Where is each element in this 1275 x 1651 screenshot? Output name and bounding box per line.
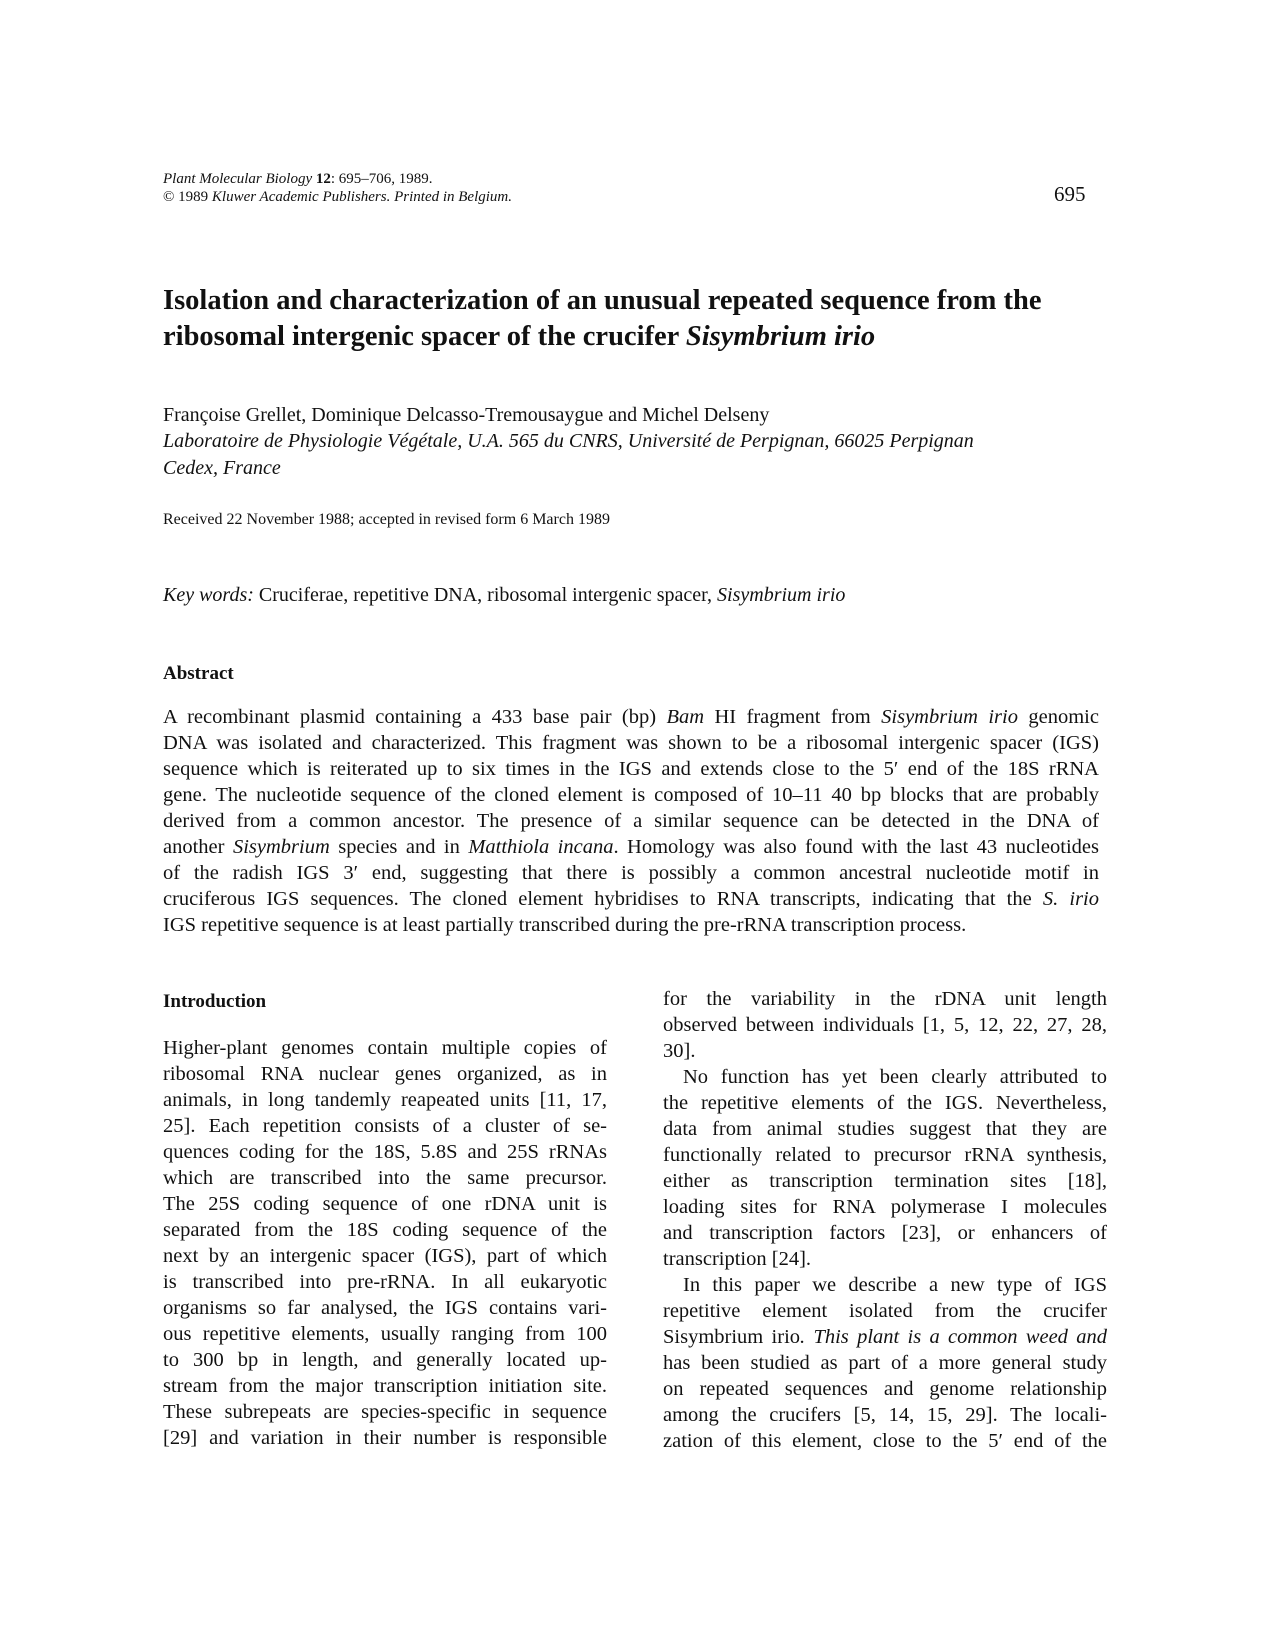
text-line <box>163 1217 607 1243</box>
introduction-left-column <box>163 1035 607 1451</box>
italic-term: Bam <box>666 706 705 728</box>
text-line <box>163 1139 607 1165</box>
text-run: cruciferous IGS sequences. The cloned element hybridises to RNA transcripts, indicating that the <box>163 888 1043 910</box>
text-line <box>663 1220 1107 1246</box>
text-run: Sisymbrium irio <box>663 1326 801 1348</box>
keywords-text: Cruciferae, repetitive DNA, ribosomal intergenic spacer, <box>253 584 718 606</box>
text-run: stream from the major transcription initiation site. <box>163 1375 607 1397</box>
keywords-label: Key words: <box>163 584 254 606</box>
text-run: separated from the 18S coding sequence of the <box>163 1219 607 1241</box>
text-line <box>163 1191 607 1217</box>
text-run: quences coding for the 18S, 5.8S and 25S rRNAs <box>163 1141 607 1163</box>
text-run: data from animal studies suggest that they are <box>663 1118 1107 1140</box>
text-line <box>163 782 1099 808</box>
text-line <box>163 1035 607 1061</box>
text-run: IGS repetitive sequence is at least partially transcribed during the pre-rRNA transcription process. <box>163 914 967 936</box>
text-run: species and in <box>329 836 469 858</box>
text-run: the repetitive elements of the IGS. Nevertheless, <box>663 1092 1107 1114</box>
affiliation <box>163 428 974 482</box>
text-run: is transcribed into pre-rRNA. In all eukaryotic <box>163 1271 607 1293</box>
text-line <box>163 1113 607 1139</box>
text-line <box>163 1321 607 1347</box>
text-line <box>663 1012 1107 1038</box>
title-line-1: Isolation and characterization of an unusual repeated sequence from the <box>163 285 1042 316</box>
page-number: 695 <box>1054 182 1086 206</box>
text-line <box>163 860 1099 886</box>
text-line <box>663 1272 1107 1298</box>
text-run: for the variability in the rDNA unit length <box>663 988 1107 1010</box>
text-line <box>663 1402 1107 1428</box>
italic-term: S. irio <box>1042 888 1100 910</box>
italic-term: Sisymbrium irio <box>881 706 1018 728</box>
copyright-year: © 1989 <box>163 189 212 205</box>
text-run: loading sites for RNA polymerase I molecules <box>663 1196 1107 1218</box>
text-run: has been studied as part of a more general study <box>663 1352 1107 1374</box>
text-line <box>163 1373 607 1399</box>
text-run: DNA was isolated and characterized. This fragment was shown to be a ribosomal intergenic spacer (IGS) <box>163 732 1099 754</box>
text-line <box>163 834 1099 860</box>
italic-term: Sisymbrium <box>232 836 330 858</box>
abstract-body <box>163 704 1099 938</box>
text-run: Higher-plant genomes contain multiple copies of <box>163 1037 607 1059</box>
text-run: genomic <box>1017 706 1099 728</box>
text-line <box>163 1269 607 1295</box>
journal-volume: 12 <box>315 171 331 187</box>
text-line <box>163 886 1099 912</box>
text-run: In this paper we describe a new type of IGS <box>683 1274 1107 1296</box>
introduction-right-column <box>663 986 1107 1454</box>
text-line <box>163 1243 607 1269</box>
italic-term: . This plant is a common weed and <box>800 1326 1107 1348</box>
text-run: ous repetitive elements, usually ranging from 100 <box>163 1323 607 1345</box>
text-run: gene. The nucleotide sequence of the cloned element is composed of 10–11 40 bp blocks that are probably <box>163 784 1099 806</box>
running-head <box>163 170 512 206</box>
text-line <box>163 808 1099 834</box>
text-run: HI fragment from <box>704 706 882 728</box>
text-run: . Homology was also found with the last 43 nucleotides <box>613 836 1099 858</box>
text-run: transcription [24]. <box>663 1248 812 1270</box>
journal-citation <box>163 170 512 188</box>
text-line <box>663 1324 1107 1350</box>
text-line <box>663 1298 1107 1324</box>
authors: Françoise Grellet, Dominique Delcasso-Tremousaygue and Michel Delseny <box>163 404 770 426</box>
text-run: No function has yet been clearly attributed to <box>683 1066 1107 1088</box>
text-run: of the radish IGS 3′ end, suggesting that there is possibly a common ancestral nucleotide motif in <box>163 862 1099 884</box>
text-run: derived from a common ancestor. The presence of a similar sequence can be detected in the DNA of <box>163 810 1099 832</box>
affiliation-line: Laboratoire de Physiologie Végétale, U.A. 565 du CNRS, Université de Perpignan, 66025 Perpignan <box>163 430 974 452</box>
text-run: which are transcribed into the same precursor. <box>163 1167 607 1189</box>
text-run: zation of this element, close to the 5′ end of the <box>663 1430 1107 1452</box>
text-run: on repeated sequences and genome relationship <box>663 1378 1107 1400</box>
text-line <box>663 1142 1107 1168</box>
text-line <box>163 1295 607 1321</box>
keywords-species: Sisymbrium irio <box>717 584 846 606</box>
text-run: functionally related to precursor rRNA synthesis, <box>663 1144 1107 1166</box>
text-line <box>663 1246 1107 1272</box>
text-line <box>663 1064 1107 1090</box>
title-line-2 <box>163 319 1123 355</box>
text-run: [29] and variation in their number is responsible <box>163 1427 607 1449</box>
received-dates: Received 22 November 1988; accepted in revised form 6 March 1989 <box>163 511 610 528</box>
text-run: observed between individuals [1, 5, 12, 22, 27, 28, <box>663 1014 1107 1036</box>
text-line <box>663 1038 1107 1064</box>
text-run: organisms so far analysed, the IGS contains vari- <box>163 1297 607 1319</box>
text-run: These subrepeats are species-specific in sequence <box>163 1401 607 1423</box>
affiliation-line: Cedex, France <box>163 457 281 479</box>
text-run: and transcription factors [23], or enhancers of <box>663 1222 1107 1244</box>
text-run: either as transcription termination sites [18], <box>663 1170 1107 1192</box>
abstract-heading: Abstract <box>163 663 234 684</box>
text-run: next by an intergenic spacer (IGS), part of which <box>163 1245 607 1267</box>
text-run: The 25S coding sequence of one rDNA unit is <box>163 1193 607 1215</box>
text-line <box>163 730 1099 756</box>
text-run: 30]. <box>663 1040 696 1062</box>
text-line <box>663 1090 1107 1116</box>
text-line <box>163 1061 607 1087</box>
text-run: A recombinant plasmid containing a 433 base pair (bp) <box>163 706 667 728</box>
text-run: another <box>163 836 233 858</box>
text-line <box>163 1399 607 1425</box>
text-line <box>163 1165 607 1191</box>
publisher: Kluwer Academic Publishers. Printed in Belgium. <box>211 189 513 205</box>
article-title <box>163 283 1123 355</box>
text-line <box>163 1347 607 1373</box>
text-run: animals, in long tandemly reapeated units [11, 17, <box>163 1089 607 1111</box>
text-line <box>663 1168 1107 1194</box>
text-run: ribosomal RNA nuclear genes organized, as in <box>163 1063 607 1085</box>
text-run: 25]. Each repetition consists of a cluster of se- <box>163 1115 607 1137</box>
text-run: repetitive element isolated from the crucifer <box>663 1300 1107 1322</box>
text-line <box>663 1376 1107 1402</box>
journal-pages: : 695–706, 1989. <box>330 171 433 187</box>
text-line <box>663 986 1107 1012</box>
text-line <box>163 912 1099 938</box>
text-line <box>663 1194 1107 1220</box>
introduction-heading: Introduction <box>163 991 267 1012</box>
text-run: among the crucifers [5, 14, 15, 29]. The locali- <box>663 1404 1107 1426</box>
text-line <box>163 1087 607 1113</box>
text-line <box>663 1350 1107 1376</box>
text-run: sequence which is reiterated up to six times in the IGS and extends close to the 5′ end of the 18S rRNA <box>163 758 1099 780</box>
text-run: to 300 bp in length, and generally located up- <box>163 1349 607 1371</box>
text-line <box>163 1425 607 1451</box>
text-line <box>663 1428 1107 1454</box>
text-line <box>163 704 1099 730</box>
text-line <box>663 1116 1107 1142</box>
keywords <box>163 583 845 607</box>
text-line <box>163 756 1099 782</box>
copyright-notice <box>163 188 512 206</box>
journal-name: Plant Molecular Biology <box>163 171 313 187</box>
title-species: Sisymbrium irio <box>685 321 876 352</box>
italic-term: Matthiola incana <box>468 836 614 858</box>
title-line-2-text: ribosomal intergenic spacer of the crucifer <box>163 321 686 352</box>
